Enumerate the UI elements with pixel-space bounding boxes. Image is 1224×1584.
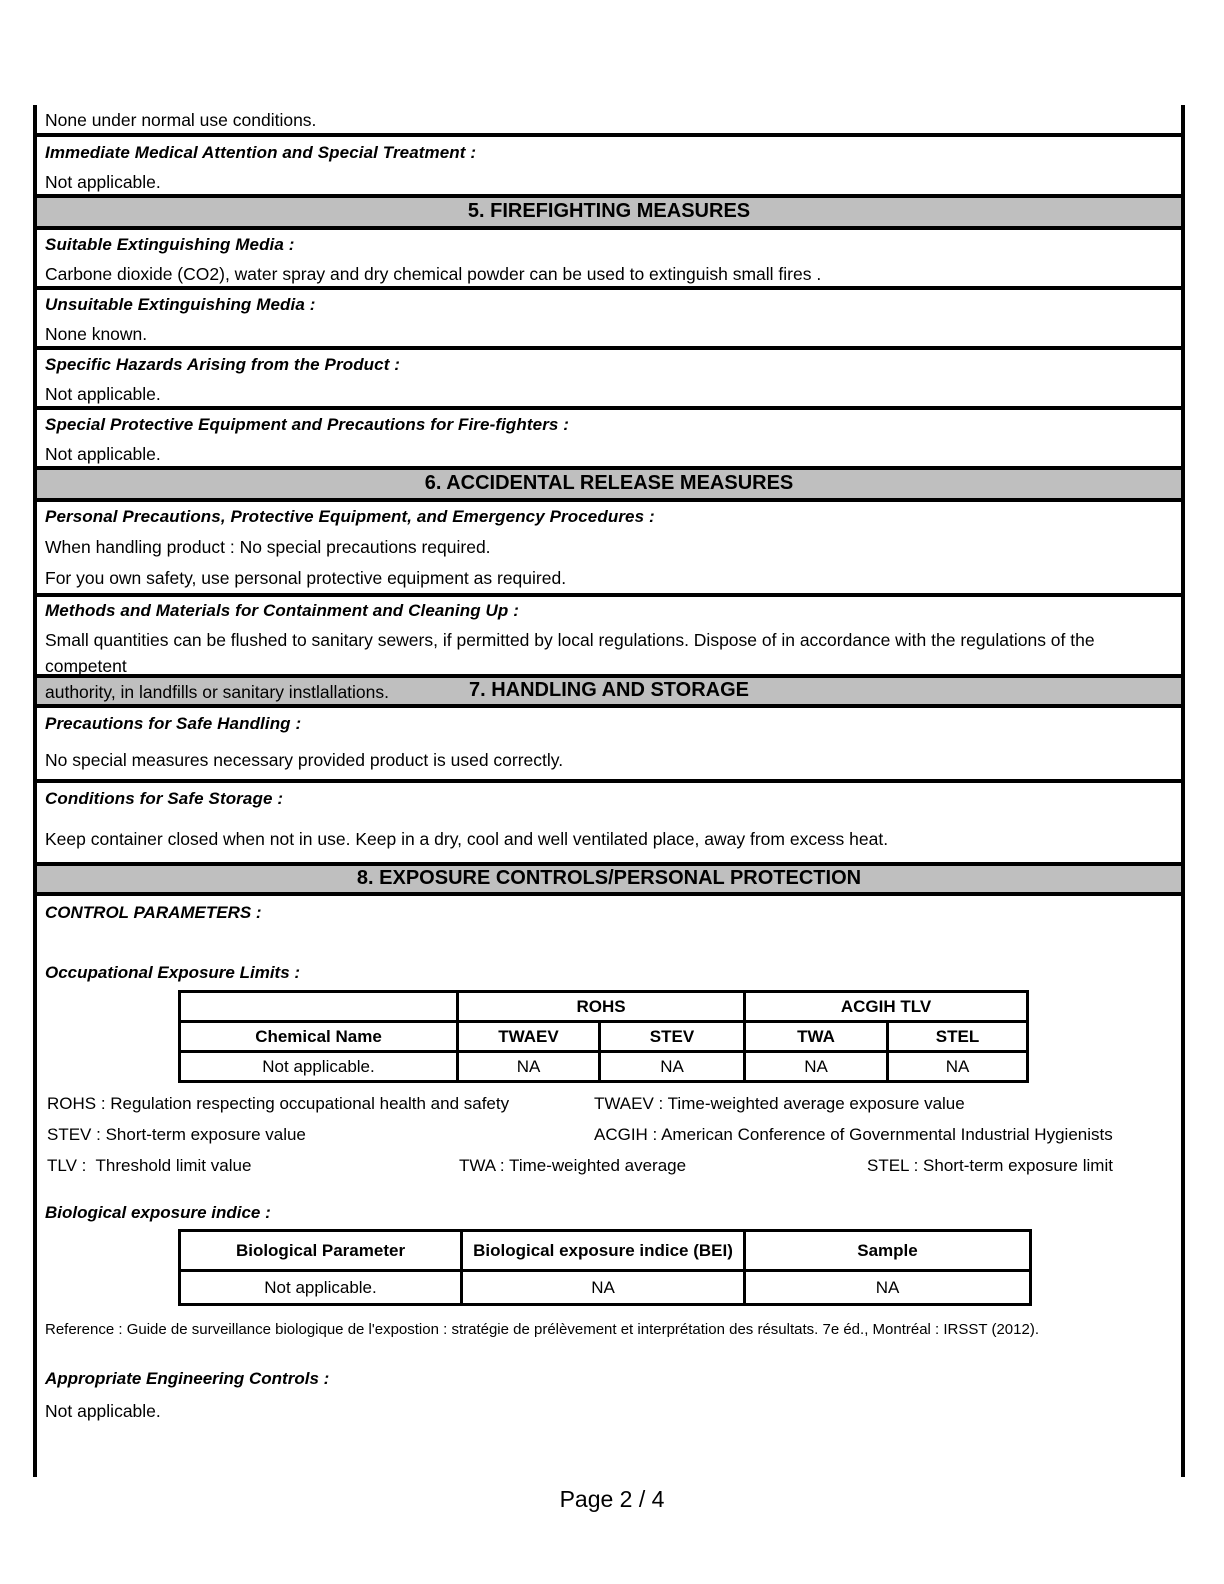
oel-col-twa: TWA — [745, 1022, 888, 1052]
specific-hazards-row — [37, 350, 1181, 410]
oel-col-stev: STEV — [600, 1022, 745, 1052]
field-value-line: authority, in landfills or sanitary instlallations. — [45, 682, 390, 702]
bei-cell: NA — [745, 1271, 1031, 1305]
bei-table — [178, 1229, 1032, 1306]
bei-col-biological-parameter: Biological Parameter — [180, 1231, 462, 1271]
table-row — [180, 1271, 1031, 1305]
field-label: Precautions for Safe Handling : — [45, 714, 302, 733]
unsuitable-extinguishing-media-row — [37, 290, 1181, 350]
oel-col-twaev: TWAEV — [458, 1022, 600, 1052]
field-value: For you own safety, use personal protective equipment as required. — [45, 568, 567, 588]
abbreviation-definitions — [45, 1089, 1173, 1182]
oel-cell: NA — [745, 1052, 888, 1082]
exposure-controls-section — [37, 903, 1181, 1477]
engineering-controls-value: Not applicable. — [45, 1401, 161, 1421]
field-value: Not applicable. — [45, 172, 161, 192]
oel-group-acgih-tlv: ACGIH TLV — [745, 992, 1028, 1022]
abbr-stel: STEL : Short-term exposure limit — [867, 1156, 1113, 1175]
abbr-stev: STEV : Short-term exposure value — [47, 1125, 306, 1144]
biological-exposure-indice-label: Biological exposure indice : — [45, 1203, 271, 1222]
bei-cell: Not applicable. — [180, 1271, 462, 1305]
oel-cell: NA — [600, 1052, 745, 1082]
page-footer: Page 2 / 4 — [559, 1486, 665, 1512]
carryover-text: None under normal use conditions. — [45, 110, 317, 130]
field-label: Personal Precautions, Protective Equipment, and Emergency Procedures : — [45, 507, 655, 526]
oel-empty-header-cell — [180, 992, 458, 1022]
abbr-twa: TWA : Time-weighted average — [459, 1156, 687, 1175]
abbr-rohs: ROHS : Regulation respecting occupational health and safety — [47, 1094, 510, 1113]
engineering-controls-label: Appropriate Engineering Controls : — [45, 1369, 330, 1388]
reference-note: Reference : Guide de surveillance biologique de l'expostion : stratégie de prélèvement et interprétation des résultats. 7e éd., Montréal : IRSST (2012). — [45, 1321, 1039, 1338]
abbr-twaev: TWAEV : Time-weighted average exposure value — [594, 1094, 965, 1113]
field-label: Unsuitable Extinguishing Media : — [45, 295, 316, 314]
field-label: Specific Hazards Arising from the Product : — [45, 355, 401, 374]
oel-group-rohs: ROHS — [458, 992, 745, 1022]
personal-precautions-row — [37, 502, 1181, 597]
field-value: None known. — [45, 324, 148, 344]
definition-line — [45, 1151, 1173, 1182]
oel-cell: NA — [458, 1052, 600, 1082]
field-value: No special measures necessary provided product is used correctly. — [45, 750, 564, 770]
bei-col-bei: Biological exposure indice (BEI) — [462, 1231, 745, 1271]
field-label: Methods and Materials for Containment and Cleaning Up : — [45, 601, 519, 620]
field-value: Carbone dioxide (CO2), water spray and dry chemical powder can be used to extinguish small fires . — [45, 264, 822, 284]
table-row — [180, 1052, 1028, 1082]
safe-storage-row — [37, 783, 1181, 866]
bei-col-sample: Sample — [745, 1231, 1031, 1271]
field-value: When handling product : No special precautions required. — [45, 537, 491, 557]
field-label: Immediate Medical Attention and Special Treatment : — [45, 143, 477, 162]
immediate-medical-attention-row — [37, 137, 1181, 198]
oel-col-stel: STEL — [888, 1022, 1028, 1052]
field-value: Not applicable. — [45, 444, 161, 464]
oel-table — [178, 990, 1029, 1083]
section-7-header: 7. HANDLING AND STORAGE — [37, 678, 1181, 708]
field-label: Suitable Extinguishing Media : — [45, 235, 295, 254]
protective-equipment-firefighters-row — [37, 410, 1181, 470]
field-value-line: Small quantities can be flushed to sanitary sewers, if permitted by local regulations. Dispose of in accordance with the regulations of the competent — [45, 630, 1095, 676]
oel-cell: Not applicable. — [180, 1052, 458, 1082]
field-label: Conditions for Safe Storage : — [45, 789, 284, 808]
oel-cell: NA — [888, 1052, 1028, 1082]
definition-line — [45, 1089, 1173, 1120]
section-6-header: 6. ACCIDENTAL RELEASE MEASURES — [37, 470, 1181, 502]
oel-col-chemical-name: Chemical Name — [180, 1022, 458, 1052]
abbr-tlv: TLV : Threshold limit value — [47, 1156, 252, 1175]
bei-header-row — [180, 1231, 1031, 1271]
control-parameters-label: CONTROL PARAMETERS : — [45, 903, 262, 922]
suitable-extinguishing-media-row — [37, 230, 1181, 290]
field-value: Keep container closed when not in use. Keep in a dry, cool and well ventilated place, away from excess heat. — [45, 829, 889, 849]
carryover-row — [37, 105, 1181, 137]
oel-group-header-row — [180, 992, 1028, 1022]
section-5-header: 5. FIREFIGHTING MEASURES — [37, 198, 1181, 230]
definition-line — [45, 1120, 1173, 1151]
abbr-acgih: ACGIH : American Conference of Governmental Industrial Hygienists — [594, 1125, 1113, 1144]
occupational-exposure-limits-label: Occupational Exposure Limits : — [45, 963, 301, 982]
oel-column-header-row — [180, 1022, 1028, 1052]
field-value: Not applicable. — [45, 384, 161, 404]
field-label: Special Protective Equipment and Precautions for Fire-fighters : — [45, 415, 570, 434]
section-8-header: 8. EXPOSURE CONTROLS/PERSONAL PROTECTION — [37, 866, 1181, 896]
document-body — [33, 105, 1185, 1477]
bei-cell: NA — [462, 1271, 745, 1305]
safe-handling-row — [37, 708, 1181, 783]
